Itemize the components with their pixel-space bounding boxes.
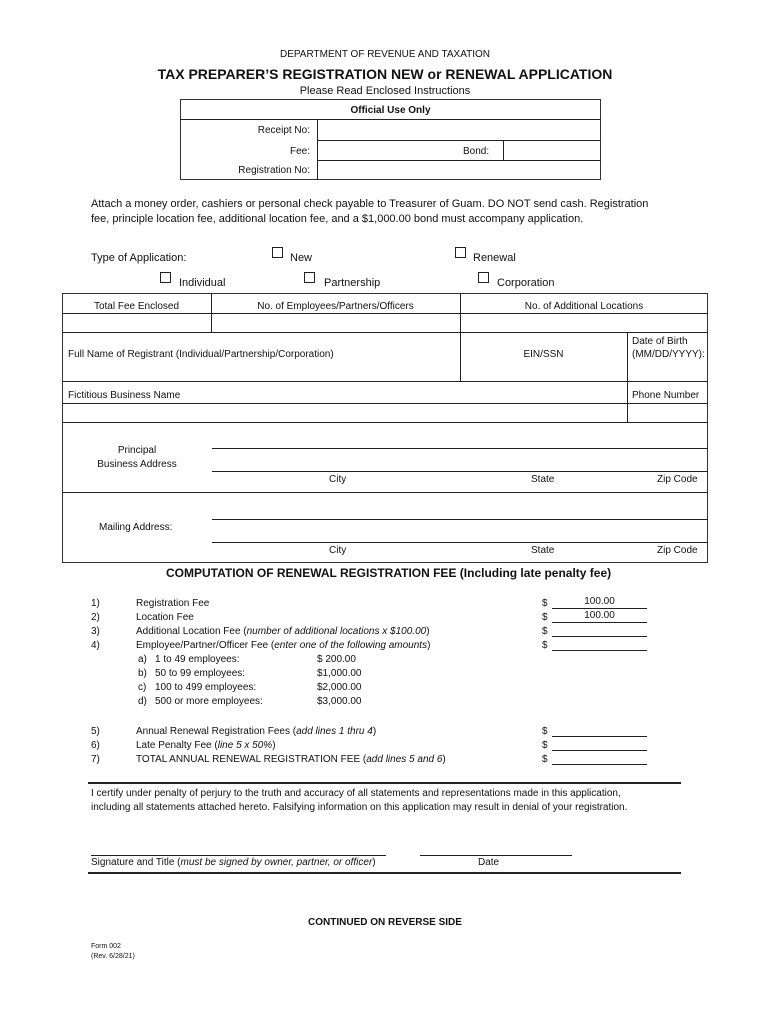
individual-checkbox[interactable] xyxy=(160,272,171,283)
late-penalty-fee-label: Late Penalty Fee (line 5 x 50%) xyxy=(136,740,276,751)
type-of-application-label: Type of Application: xyxy=(91,252,187,264)
item-number: 3) xyxy=(91,626,100,637)
additional-location-fee-amount[interactable] xyxy=(552,624,647,637)
dollar-sign: $ xyxy=(542,612,548,623)
ein-label: EIN/SSN xyxy=(523,349,564,360)
employees-field[interactable] xyxy=(212,314,459,331)
employees-header: No. of Employees/Partners/Officers xyxy=(257,301,414,312)
mailing-city-label: City xyxy=(329,545,347,556)
signature-label: Signature and Title (must be signed by owner, partner, or officer) xyxy=(91,857,376,868)
dollar-sign: $ xyxy=(542,726,548,737)
sub-item-amount: $ 200.00 xyxy=(317,654,356,665)
sub-item-amount: $2,000.00 xyxy=(317,682,362,693)
principal-zip-label: Zip Code xyxy=(657,474,698,485)
receipt-field[interactable] xyxy=(319,121,599,139)
annual-renewal-fee-label: Annual Renewal Registration Fees (add lines 1 thru 4) xyxy=(136,726,377,737)
additional-locations-field[interactable] xyxy=(461,314,707,331)
registration-label: Registration No: xyxy=(238,165,310,176)
principal-state-label: State xyxy=(531,474,555,485)
total-fee-field[interactable] xyxy=(63,314,210,331)
form-title: TAX PREPARER’S REGISTRATION NEW or RENEWAL APPLICATION xyxy=(157,66,613,82)
location-fee-label: Location Fee xyxy=(136,612,194,623)
renewal-label: Renewal xyxy=(473,252,516,264)
dob-label-line1: Date of Birth xyxy=(632,336,688,347)
mailing-state-label: State xyxy=(531,545,555,556)
dollar-sign: $ xyxy=(542,640,548,651)
late-penalty-fee-amount[interactable] xyxy=(552,738,647,751)
mailing-address-label: Mailing Address: xyxy=(99,522,173,533)
bond-field[interactable] xyxy=(505,142,599,159)
total-annual-fee-label: TOTAL ANNUAL RENEWAL REGISTRATION FEE (add lines 5 and 6) xyxy=(136,754,446,765)
official-use-heading: Official Use Only xyxy=(350,105,431,116)
dollar-sign: $ xyxy=(542,598,548,609)
employee-fee-label: Employee/Partner/Officer Fee (enter one of the following amounts) xyxy=(136,640,431,651)
department-heading: DEPARTMENT OF REVENUE AND TAXATION xyxy=(279,49,491,60)
certify-line-1: I certify under penalty of perjury to the truth and accuracy of all statements and representations made in this application, xyxy=(91,788,621,799)
sub-item-text: 100 to 499 employees: xyxy=(155,682,257,693)
registration-field[interactable] xyxy=(319,162,599,179)
fee-label: Fee: xyxy=(289,146,310,157)
corporation-label: Corporation xyxy=(497,277,555,289)
item-number: 5) xyxy=(91,726,100,737)
principal-city-label: City xyxy=(329,474,347,485)
individual-label: Individual xyxy=(179,277,226,289)
dob-label-line2: (MM/DD/YYYY): xyxy=(632,349,705,360)
additional-location-fee-label: Additional Location Fee (number of additional locations x $100.00) xyxy=(136,626,430,637)
additional-locations-header: No. of Additional Locations xyxy=(524,301,644,312)
principal-label-line2: Business Address xyxy=(97,459,177,470)
instructions-note: Please Read Enclosed Instructions xyxy=(299,85,471,97)
sub-item-amount: $1,000.00 xyxy=(317,668,362,679)
date-field[interactable] xyxy=(420,836,572,854)
computation-title: COMPUTATION OF RENEWAL REGISTRATION FEE (Including late penalty fee) xyxy=(166,566,612,580)
signature-field[interactable] xyxy=(91,836,386,854)
principal-label-line1: Principal xyxy=(117,445,157,456)
ein-field[interactable] xyxy=(461,364,626,380)
dollar-sign: $ xyxy=(542,740,548,751)
total-annual-fee-amount[interactable] xyxy=(552,752,647,765)
annual-renewal-fee-amount[interactable] xyxy=(552,724,647,737)
full-name-field[interactable] xyxy=(63,364,459,380)
dollar-sign: $ xyxy=(542,754,548,765)
sub-item-letter: d) xyxy=(138,696,147,707)
attach-line-1: Attach a money order, cashiers or personal check payable to Treasurer of Guam. DO NOT send cash. Registration xyxy=(91,198,649,210)
full-name-label: Full Name of Registrant (Individual/Partnership/Corporation) xyxy=(68,349,334,360)
fictitious-name-label: Fictitious Business Name xyxy=(68,390,181,401)
certify-divider xyxy=(88,782,681,784)
new-label: New xyxy=(290,252,313,264)
registration-fee-label: Registration Fee xyxy=(136,598,210,609)
sub-item-text: 50 to 99 employees: xyxy=(155,668,246,679)
phone-field[interactable] xyxy=(628,404,707,421)
sub-item-amount: $3,000.00 xyxy=(317,696,362,707)
principal-address-field[interactable] xyxy=(212,431,708,447)
new-checkbox[interactable] xyxy=(272,247,283,258)
bond-label: Bond: xyxy=(463,146,490,157)
date-label: Date xyxy=(478,857,500,868)
mailing-address-field-2[interactable] xyxy=(212,525,708,541)
signature-divider xyxy=(88,872,681,874)
sub-item-text: 500 or more employees: xyxy=(155,696,263,707)
location-fee-amount[interactable]: 100.00 xyxy=(552,610,647,623)
receipt-label: Receipt No: xyxy=(257,125,310,136)
partnership-label: Partnership xyxy=(324,277,381,289)
sub-item-letter: c) xyxy=(138,682,147,693)
total-fee-header: Total Fee Enclosed xyxy=(93,301,180,312)
employee-fee-amount[interactable] xyxy=(552,638,647,651)
form-revision: (Rev. 6/28/21) xyxy=(91,953,135,960)
sub-item-letter: b) xyxy=(138,668,147,679)
renewal-checkbox[interactable] xyxy=(455,247,466,258)
principal-address-field-2[interactable] xyxy=(212,454,708,470)
dollar-sign: $ xyxy=(542,626,548,637)
phone-label: Phone Number xyxy=(632,390,700,401)
form-number: Form 002 xyxy=(91,943,121,950)
sub-item-letter: a) xyxy=(138,654,147,665)
mailing-zip-label: Zip Code xyxy=(657,545,698,556)
attach-line-2: fee, principle location fee, additional location fee, and a $1,000.00 bond must accompany application. xyxy=(91,213,584,225)
certify-line-2: including all statements attached hereto. Falsifying information on this application may result in denial of your registration. xyxy=(91,802,628,813)
partnership-checkbox[interactable] xyxy=(304,272,315,283)
continued-note: CONTINUED ON REVERSE SIDE xyxy=(308,917,462,928)
item-number: 6) xyxy=(91,740,100,751)
item-number: 7) xyxy=(91,754,100,765)
mailing-address-field[interactable] xyxy=(212,502,708,518)
fictitious-name-field[interactable] xyxy=(63,404,626,421)
item-number: 4) xyxy=(91,640,100,651)
corporation-checkbox[interactable] xyxy=(478,272,489,283)
item-number: 2) xyxy=(91,612,100,623)
registration-fee-amount[interactable]: 100.00 xyxy=(552,596,647,609)
item-number: 1) xyxy=(91,598,100,609)
dob-field[interactable] xyxy=(628,364,707,380)
sub-item-text: 1 to 49 employees: xyxy=(155,654,240,665)
